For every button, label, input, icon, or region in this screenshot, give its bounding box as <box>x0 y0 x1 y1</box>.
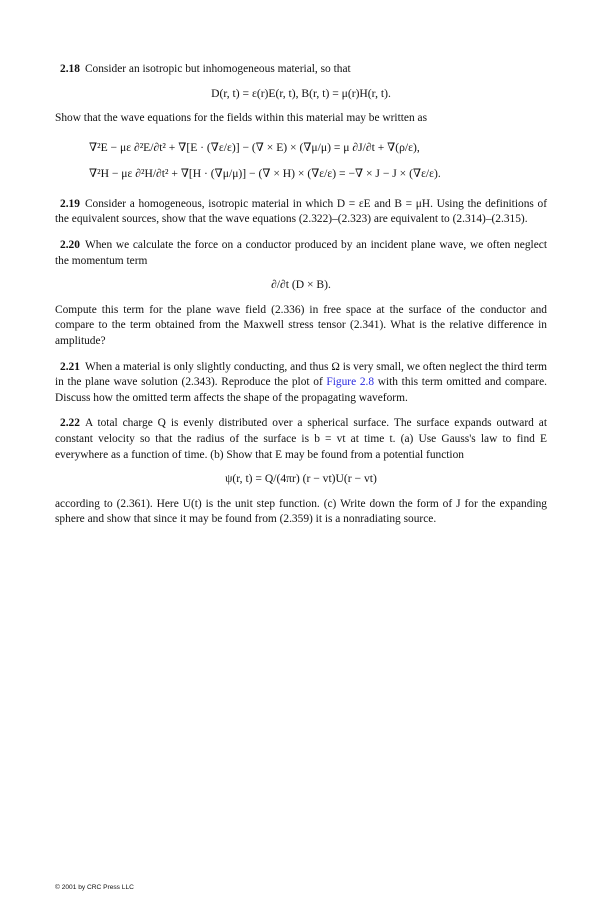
problem-number: 2.21 <box>60 360 80 373</box>
problem-2-19 <box>55 197 547 228</box>
equation: D(r, t) = ε(r)E(r, t), B(r, t) = μ(r)H(r, t). <box>211 86 391 100</box>
problem-text: Show that the wave equations for the fields within this material may be written as <box>55 112 428 125</box>
equation-block <box>89 135 547 187</box>
problem-number: 2.20 <box>60 238 80 251</box>
problem-number: 2.22 <box>60 417 80 430</box>
equation: ∇²E − με ∂²E/∂t² + ∇[E · (∇ε/ε)] − (∇ × E) × (∇μ/μ) = μ ∂J/∂t + ∇(ρ/ε), <box>89 140 420 154</box>
problem-text: Compute this term for the plane wave field (2.336) in free space at the surface of the conductor and compare to the term obtained from the Maxwell stress tensor (2.341). What is the relative difference in amplitude? <box>55 303 547 347</box>
problem-text: When a material is only slightly conducting, and thus Ω is very small, we often neglect the third term in the plane wave solution (2.343). Reproduce the plot of <box>55 360 547 389</box>
problem-text: with this term omitted and compare. Discuss how the omitted term affects the shape of the propagating waveform. <box>55 376 547 404</box>
copyright-footer: © 2001 by CRC Press LLC <box>55 884 134 891</box>
problem-2-22 <box>55 416 547 528</box>
equation: ∇²H − με ∂²H/∂t² + ∇[H · (∇μ/μ)] − (∇ × H) × (∇ε/ε) = −∇ × J − J × (∇ε/ε). <box>89 166 441 180</box>
equation: ∂/∂t (D × B). <box>271 278 331 292</box>
problem-number: 2.18 <box>60 63 80 75</box>
problem-number: 2.19 <box>60 197 80 210</box>
problem-text: A total charge Q is evenly distributed over a spherical surface. The surface expands outward at constant velocity so that the radius of the surface is b = vt at time t. (a) Use Gauss's law to find E everywhere as a function of time. (b) Show that E may be found from a potential function <box>55 417 547 461</box>
problem-text: When we calculate the force on a conductor produced by an incident plane wave, we often neglect the momentum term <box>55 238 547 267</box>
problem-2-18 <box>55 62 547 187</box>
problem-2-20 <box>55 238 547 350</box>
page-content <box>55 62 547 538</box>
figure-link[interactable]: Figure 2.8 <box>326 376 375 389</box>
problem-text: according to (2.361). Here U(t) is the unit step function. (c) Write down the form of J for the expanding sphere and show that since it may be found from (2.359) it is a nonradiating source. <box>55 497 547 526</box>
problem-text: Consider a homogeneous, isotropic material in which D = εE and B = μH. Using the definitions of the equivalent sources, show that the wave equations (2.322)–(2.323) are equivalent to (2.314)–(2.315). <box>55 197 547 226</box>
problem-2-21 <box>55 360 547 407</box>
problem-text: Consider an isotropic but inhomogeneous material, so that <box>84 63 351 75</box>
equation: ψ(r, t) = Q/(4πr) (r − vt)U(r − vt) <box>225 472 377 486</box>
